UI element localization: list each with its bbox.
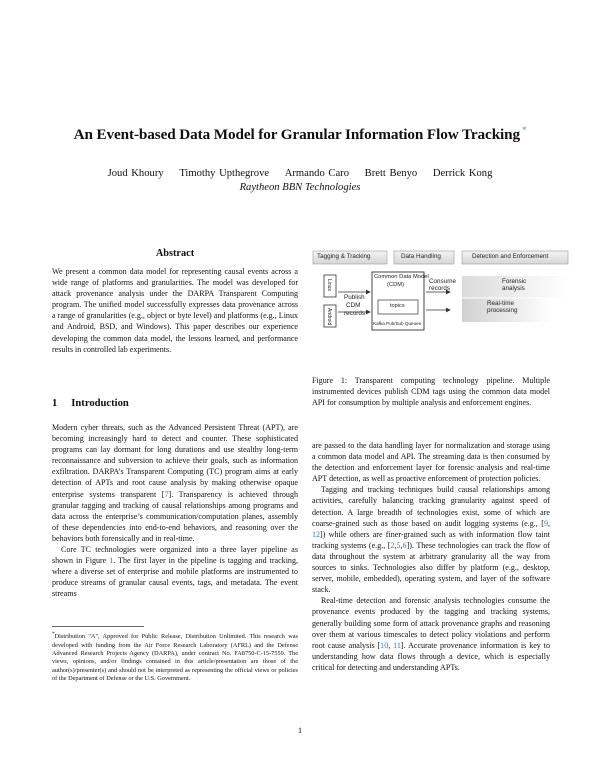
label-android: Android [326, 308, 332, 326]
label-detection: Detection and Enforcement [472, 253, 549, 260]
citation-link[interactable]: 6 [402, 540, 407, 550]
abstract-body [52, 266, 298, 355]
label-queue: Kafka Pub/Sub Queues [373, 321, 422, 326]
intro-paragraph: are passed to the data handling layer for normalization and storage using a common data model and API. The streaming data is then consumed by the detection and enforcement layer for forensic analysis and real-time APT detection, as well as proactive enforcement of protection policies. [312, 441, 550, 484]
footnote-divider [52, 626, 144, 627]
citation-link[interactable]: 2 [390, 540, 395, 550]
intro-paragraph: Tagging and tracking techniques build causal relationships among activities, carefully balancing tracking granularity against speed of detection. A large breadth of technologies exist, some of which are coarse-grained such as those based on audit logging systems (e.g., [9, 12]) while others are finer-grained such as with information flow taint tracking systems (e.g., [2,5,6]). These technologies can track the flow of data throughout the system at arbitrary granularity all the way from sources to sinks. Technologies also differ by platform (e.g., desktop, server, mobile, embedded), operating system, and layer of the software stack. [312, 485, 551, 595]
author: Derrick Kong [432, 168, 493, 179]
label-topics: topics [390, 303, 405, 309]
section-heading: 1 Introduction [52, 398, 129, 409]
author: Armando Caro [284, 168, 350, 179]
label-realtime: Real-time [487, 300, 514, 307]
citation-link[interactable]: 7 [164, 489, 169, 499]
label-publish-records: records [344, 310, 365, 317]
affiliation: Raytheon BBN Technologies [239, 182, 361, 193]
figure-pipeline [312, 242, 570, 372]
figure-reference-link[interactable]: 1 [109, 556, 114, 566]
intro-left-column [52, 422, 298, 600]
abstract-heading: Abstract [155, 248, 195, 259]
label-publish-cdm: CDM [346, 302, 361, 309]
citation-link[interactable]: 5 [396, 540, 401, 550]
label-consume-records: records [429, 285, 450, 292]
citation-link[interactable]: 10 [380, 640, 389, 650]
label-cdm: Common Data Model [374, 274, 429, 280]
label-publish: Publish [344, 294, 365, 301]
label-consume: Consume [429, 278, 456, 285]
intro-paragraph: Modern cyber threats, such as the Advanced Persistent Threat (APT), are becoming increasingly hard to detect and counter. These sophisticated programs can lay dormant for long durations and use stealthy long-term reconnaissance and subversion to achieve their goals, such as information exfiltration. DARPA’s Transparent Computing (TC) program aims at early detection of APTs and root cause analysis by making otherwise opaque enterprise systems transparent [7]. Transparency is achieved through granular tagging and tracking of causal relationships among programs and data across the enterprise’s communication/computation planes, assembly of these dependencies into end-to-end behaviors, and reasoning over the behaviors both forensically and in real-time. [52, 423, 299, 543]
author: Brett Benyo [364, 168, 418, 179]
citation-link[interactable]: 9 [543, 518, 548, 528]
figure-caption: Figure 1: Transparent computing technology pipeline. Multiple instrumented devices publish CDM tags using the common data model API for consumption by multiple analysis and enforcement engines. [312, 376, 550, 408]
citation-link[interactable]: 11 [393, 640, 401, 650]
footnote: *Distribution "A", Approved for Public Release, Distribution Unlimited. This research was developed with funding from the Air Force Research Laboratory (AFRL) and the Defense Advanced Research Projects Agency (DARPA), under contract No. FA8750-C-15-7559. The views, opinions, and/or findings contained in this article/presentation are those of the author(s)/presenter(s) and should not be interpreted as representing the official views or policies of the Department of Defense or the U.S. Government. [52, 631, 298, 683]
author-list [0, 168, 600, 179]
author: Timothy Upthegrove [179, 168, 270, 179]
intro-paragraph: Real-time detection and forensic analysis technologies consume the provenance events produced by the tagging and tracking systems, generally building some form of attack provenance graphs and reasoning over them at various timescales to detect policy violations and perform root cause analysis [10, 11]. Accurate provenance information is key to understanding how data flows through a device, which is especially critical for detecting and understanding APTs. [312, 596, 550, 672]
label-linux: Linux [326, 279, 332, 291]
label-data-handling: Data Handling [401, 253, 441, 260]
label-tagging: Tagging & Tracking [317, 253, 371, 260]
label-forensic: Forensic [502, 278, 527, 285]
label-realtime-processing: processing [487, 307, 518, 314]
title-footnote-mark: * [522, 125, 527, 135]
label-cdm-abbr: (CDM) [387, 282, 405, 288]
intro-right-column [312, 440, 550, 673]
citation-link[interactable]: 12 [312, 529, 321, 539]
author: Joud Khoury [107, 168, 164, 179]
page-number: 1 [297, 725, 303, 735]
paper-title: An Event-based Data Model for Granular Information Flow Tracking * [73, 125, 527, 144]
abstract-text: We present a common data model for representing causal events across a wide range of platforms and granularities. The model was developed for attack provenance analysis under the DARPA Transparent Computing program. The unified model successfully expresses data provenance across a range of granularities (e.g., object or byte level) and platforms (e.g., Linux and Android, BSD, and Windows). This paper describes our experience developing the common data model, the lessons learned, and performance results in controlled lab experiments. [52, 267, 298, 354]
intro-paragraph: Core TC technologies were organized into a three layer pipeline as shown in Figure 1. The first layer in the pipeline is tagging and tracking, where a diverse set of enterprise and mobile platforms are instrumented to produce streams of granular causal events, tags, and metadata. The event streams [52, 545, 298, 599]
label-forensic-analysis: analysis [502, 285, 525, 292]
